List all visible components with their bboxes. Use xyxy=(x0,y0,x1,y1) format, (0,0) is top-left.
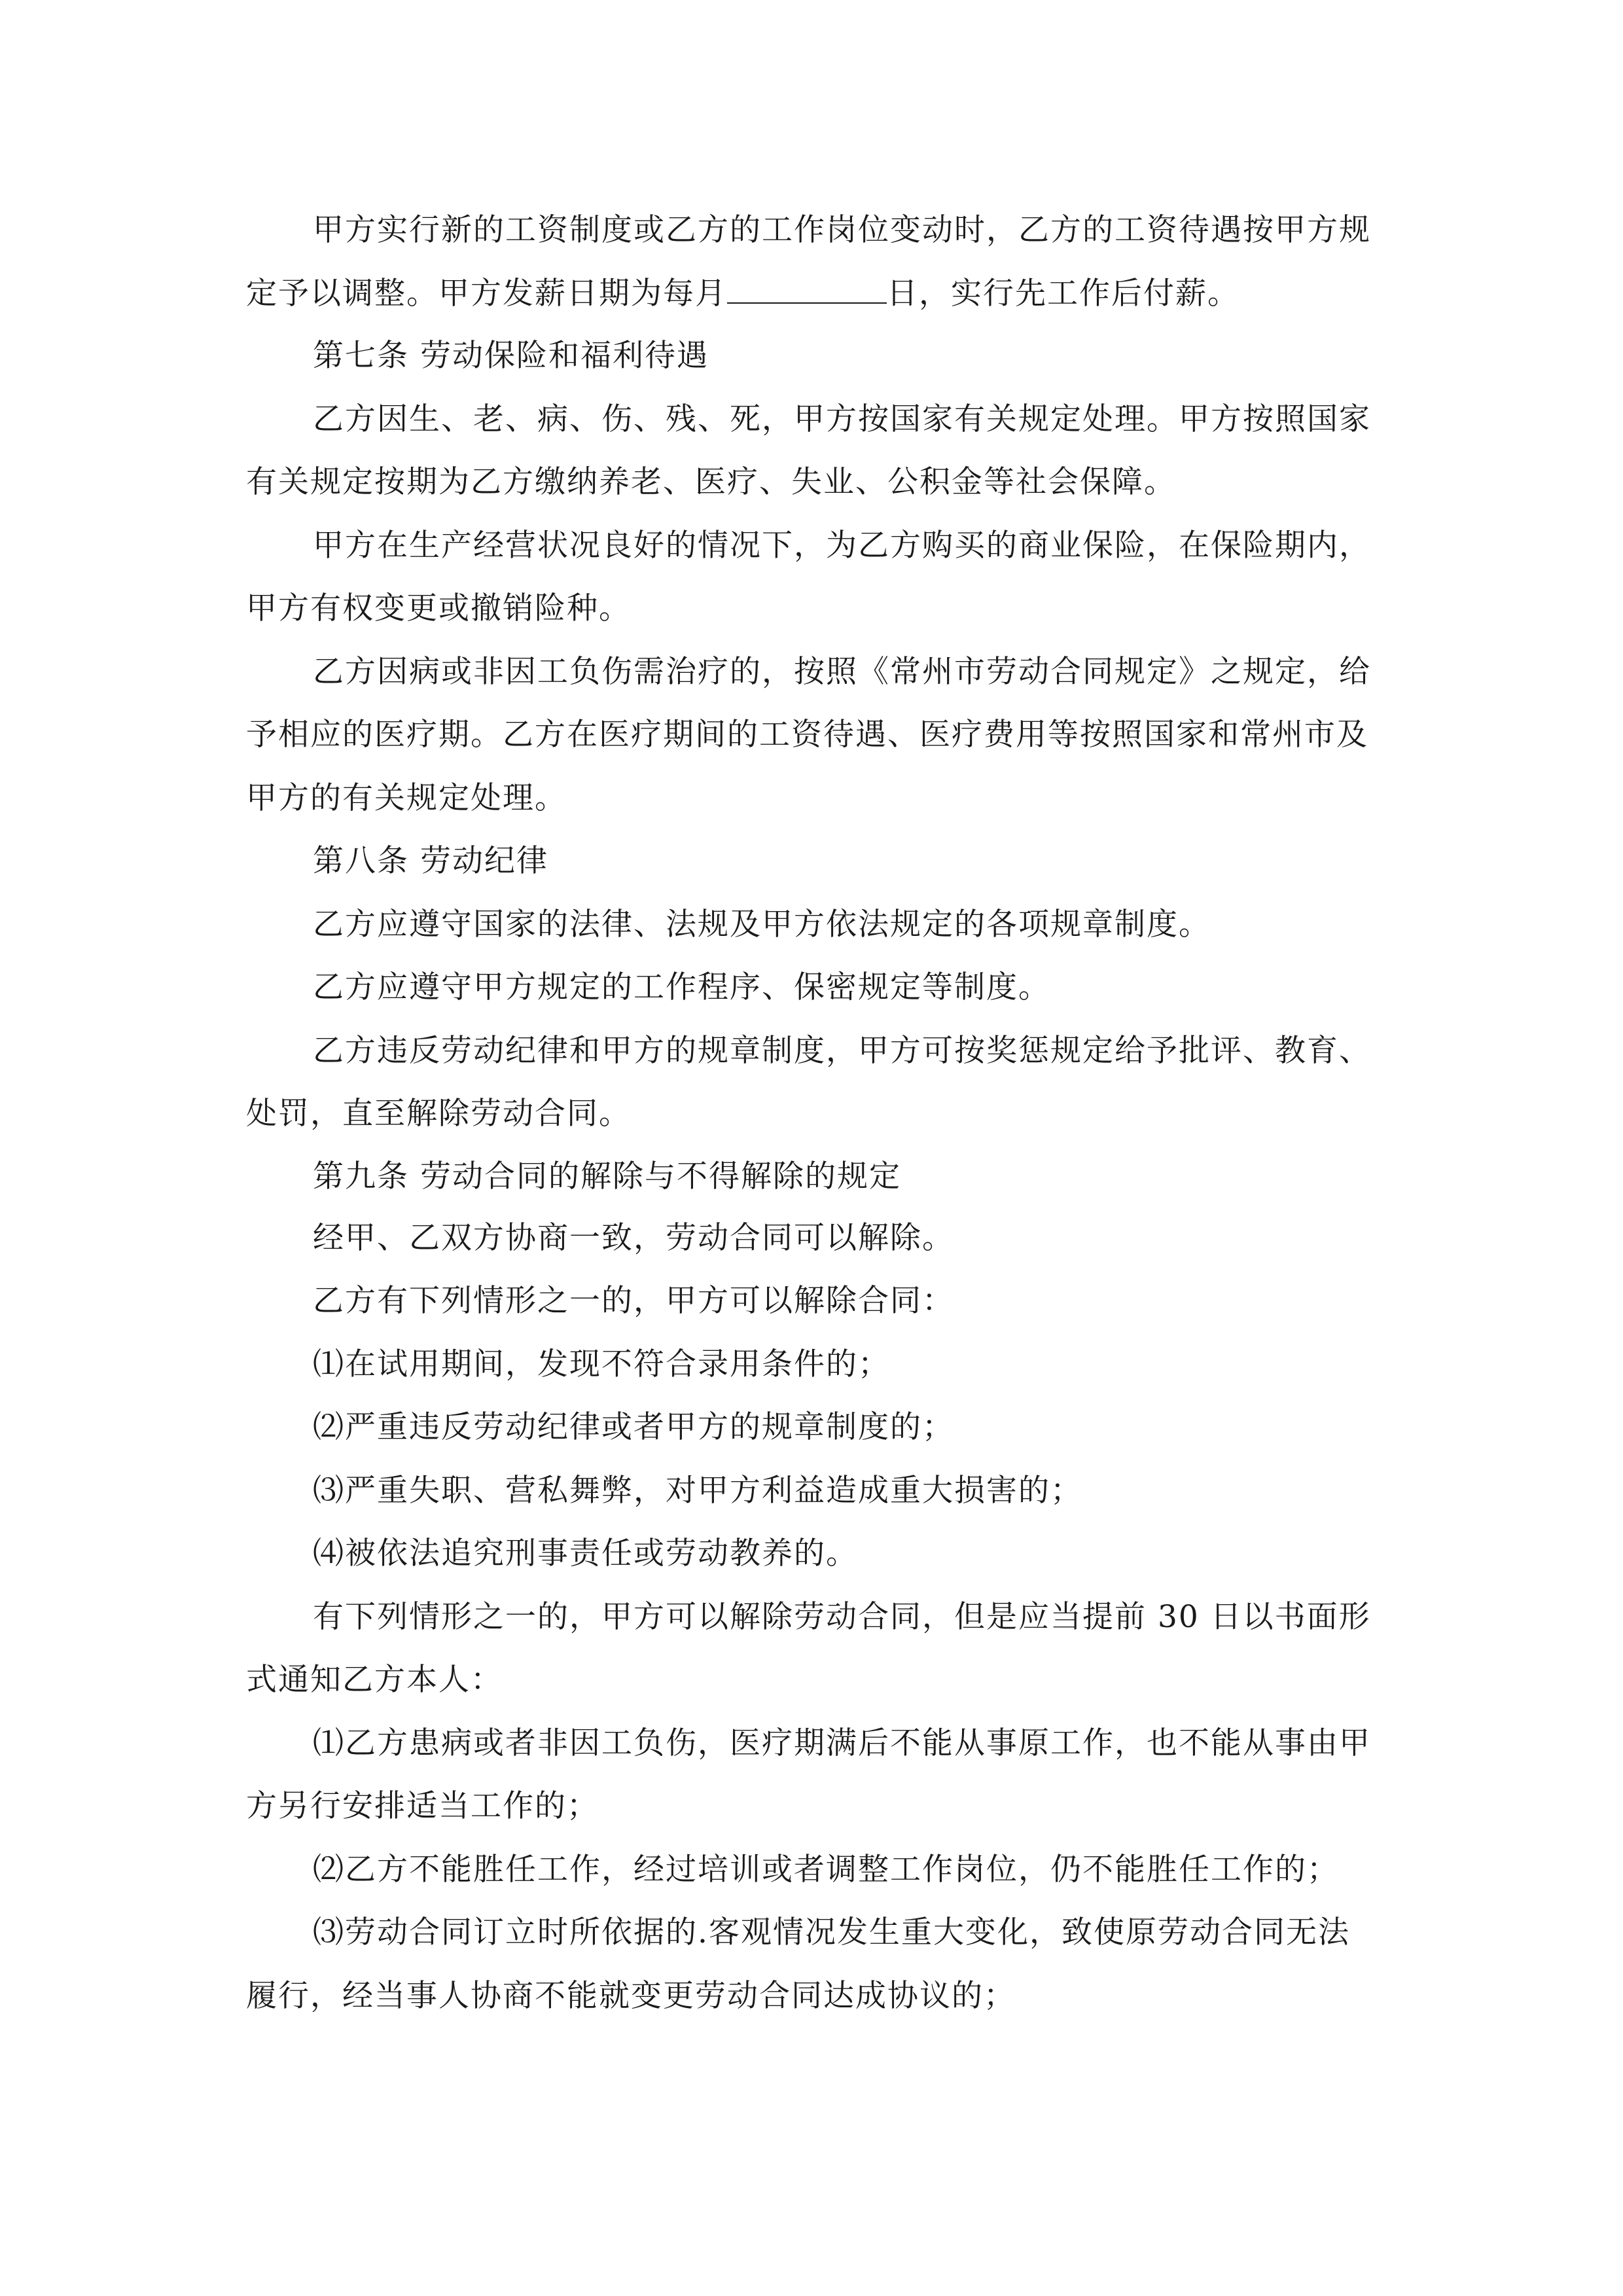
paragraph-line: 处罚，直至解除劳动合同。 xyxy=(246,1096,631,1132)
paragraph-line: 乙方因生、老、病、伤、残、死，甲方按国家有关规定处理。甲方按照国家 xyxy=(313,401,1371,437)
paragraph-line: 有下列情形之一的，甲方可以解除劳动合同，但是应当提前 30 日以书面形 xyxy=(313,1599,1371,1635)
paragraph-line: 式通知乙方本人： xyxy=(246,1662,503,1698)
list-item: ⑴乙方患病或者非因工负伤，医疗期满后不能从事原工作，也不能从事由甲 xyxy=(313,1725,1371,1761)
paragraph-line: 乙方有下列情形之一的，甲方可以解除合同： xyxy=(313,1283,954,1319)
list-item-continuation: 履行，经当事人协商不能就变更劳动合同达成协议的； xyxy=(246,1978,1016,2014)
paragraph-line: 甲方有权变更或撤销险种。 xyxy=(246,590,631,626)
list-item-continuation: 方另行安排适当工作的； xyxy=(246,1788,599,1824)
paragraph-line: 乙方违反劳动纪律和甲方的规章制度，甲方可按奖惩规定给予批评、教育、 xyxy=(313,1033,1371,1069)
line-text: 定予以调整。甲方发薪日期为每月 xyxy=(246,276,727,312)
paragraph-line: 甲方实行新的工资制度或乙方的工作岗位变动时，乙方的工资待遇按甲方规 xyxy=(313,212,1371,248)
list-item: ⑷被依法追究刑事责任或劳动教养的。 xyxy=(313,1535,858,1571)
section-heading: 第七条 劳动保险和福利待遇 xyxy=(313,338,709,374)
list-item: ⑵严重违反劳动纪律或者甲方的规章制度的； xyxy=(313,1409,954,1445)
paragraph-line: 甲方在生产经营状况良好的情况下，为乙方购买的商业保险，在保险期内， xyxy=(313,528,1371,564)
pay-day-blank xyxy=(727,274,887,304)
list-item: ⑶严重失职、营私舞弊，对甲方利益造成重大损害的； xyxy=(313,1473,1082,1509)
paragraph-line: 乙方应遵守甲方规定的工作程序、保密规定等制度。 xyxy=(313,969,1050,1005)
paragraph-line: 经甲、乙双方协商一致，劳动合同可以解除。 xyxy=(313,1220,954,1256)
paragraph-line: 乙方因病或非因工负伤需治疗的，按照《常州市劳动合同规定》之规定，给 xyxy=(313,654,1371,690)
paragraph-line: 乙方应遵守国家的法律、法规及甲方依法规定的各项规章制度。 xyxy=(313,906,1211,942)
section-heading: 第八条 劳动纪律 xyxy=(313,843,548,879)
list-item: ⑵乙方不能胜任工作，经过培训或者调整工作岗位，仍不能胜任工作的； xyxy=(313,1852,1339,1888)
list-item: ⑶劳动合同订立时所依据的.客观情况发生重大变化，致使原劳动合同无法 xyxy=(313,1914,1350,1950)
section-heading: 第九条 劳动合同的解除与不得解除的规定 xyxy=(313,1158,901,1194)
paragraph-line xyxy=(246,274,1240,314)
list-item: ⑴在试用期间，发现不符合录用条件的； xyxy=(313,1346,890,1382)
paragraph-line: 予相应的医疗期。乙方在医疗期间的工资待遇、医疗费用等按照国家和常州市及 xyxy=(246,717,1368,753)
paragraph-line: 甲方的有关规定处理。 xyxy=(246,780,567,816)
line-text: 日，实行先工作后付薪。 xyxy=(887,276,1240,312)
paragraph-line: 有关规定按期为乙方缴纳养老、医疗、失业、公积金等社会保障。 xyxy=(246,464,1176,500)
